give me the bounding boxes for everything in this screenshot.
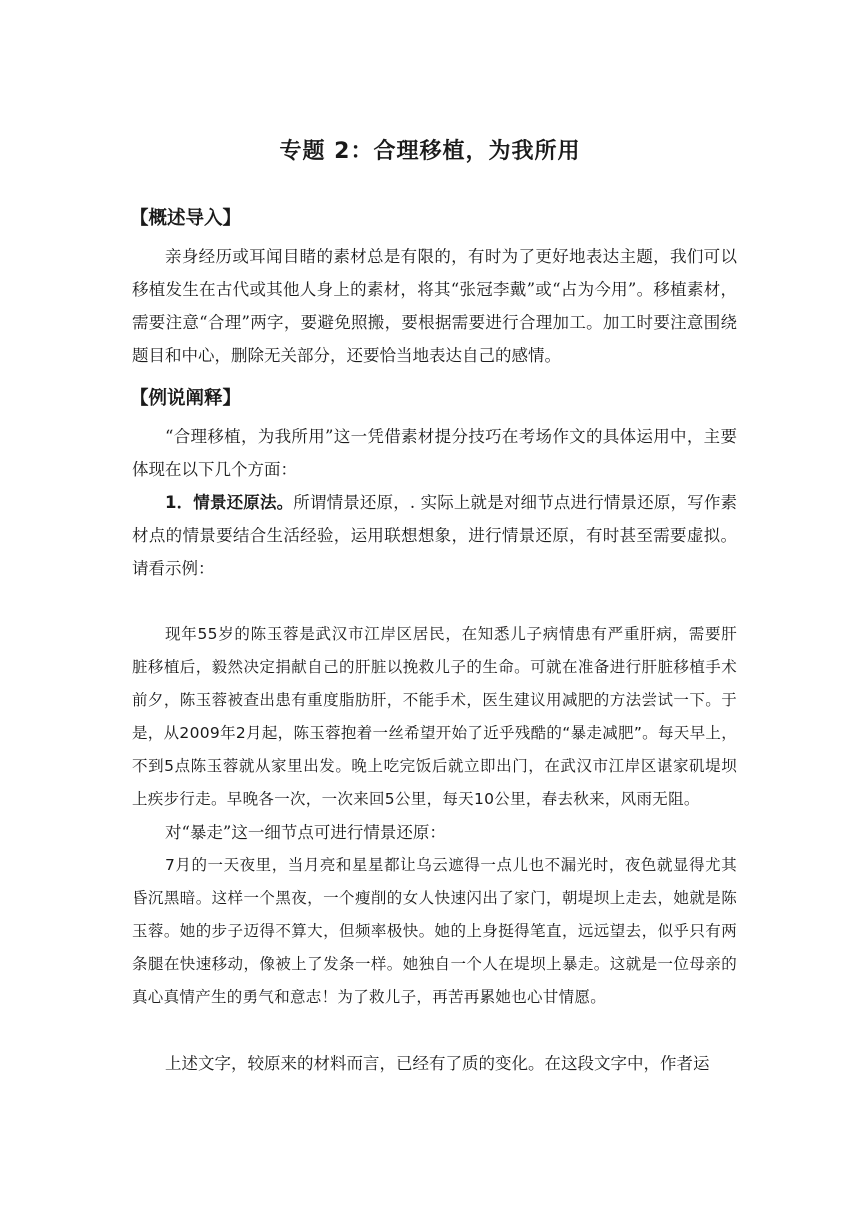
- method1-label: 1．情景还原法。: [165, 493, 294, 512]
- page-title: 专题 2：合理移植，为我所用: [279, 139, 581, 164]
- overview-paragraph: 亲身经历或耳闻目睹的素材总是有限的，有时为了更好地表达主题，我们可以移植发生在古代或其他人身上的素材，将其“张冠李戴”或“占为今用”。移植素材，需要注意“合理”两字，要避免照搬，要根据需要进行合理加工。加工时要注意围绕题目和中心，删除无关部分，还要恰当地表达自己的感情。: [132, 247, 737, 365]
- example1-paragraph: 现年55岁的陈玉蓉是武汉市江岸区居民，在知悉儿子病情患有严重肝病，需要肝脏移植后，毅然决定捐献自己的肝脏以挽救儿子的生命。可就在准备进行肝脏移植手术前夕，陈玉蓉被查出患有重度脂肪肝，不能手术，医生建议用减肥的方法尝试一下。于是，从2009年2月起，陈玉蓉抱着一丝希望开始了近乎残酷的“暴走减肥”。每天早上，不到5点陈玉蓉就从家里出发。晚上吃完饭后就立即出门，在武汉市江岸区谌家矶堤坝上疾步行走。早晚各一次，一次来回5公里，每天10公里，春去秋来，风雨无阻。: [132, 625, 737, 808]
- example-heading: 【例说阐释】: [130, 388, 242, 409]
- overview-heading: 【概述导入】: [130, 208, 242, 229]
- analysis-paragraph: 上述文字，较原来的材料而言，已经有了质的变化。在这段文字中，作者运: [165, 1054, 710, 1073]
- method1-paragraph: [132, 486, 737, 585]
- intro-paragraph: “合理移植，为我所用”这一凭借素材提分技巧在考场作文的具体运用中，主要体现在以下几个方面：: [132, 427, 737, 479]
- example2-paragraph: 7月的一天夜里，当月亮和星星都让乌云遮得一点儿也不漏光时，夜色就显得尤其昏沉黑暗。这样一个黑夜，一个瘦削的女人快速闪出了家门，朝堤坝上走去，她就是陈玉蓉。她的步子迈得不算大，但频率极快。她的上身挺得笔直，远远望去，似乎只有两条腿在快速移动，像被上了发条一样。她独自一个人在堤坝上暴走。这就是一位母亲的真心真情产生的勇气和意志！为了救儿子，再苦再累她也心甘情愿。: [132, 856, 737, 1006]
- method1-text: 所谓情景还原，. 实际上就是对细节点进行情景还原，写作素材点的情景要结合生活经验，运用联想想象，进行情景还原，有时甚至需要虚拟。请看示例：: [132, 493, 737, 578]
- restore-intro: 对“暴走”这一细节点可进行情景还原：: [165, 823, 446, 842]
